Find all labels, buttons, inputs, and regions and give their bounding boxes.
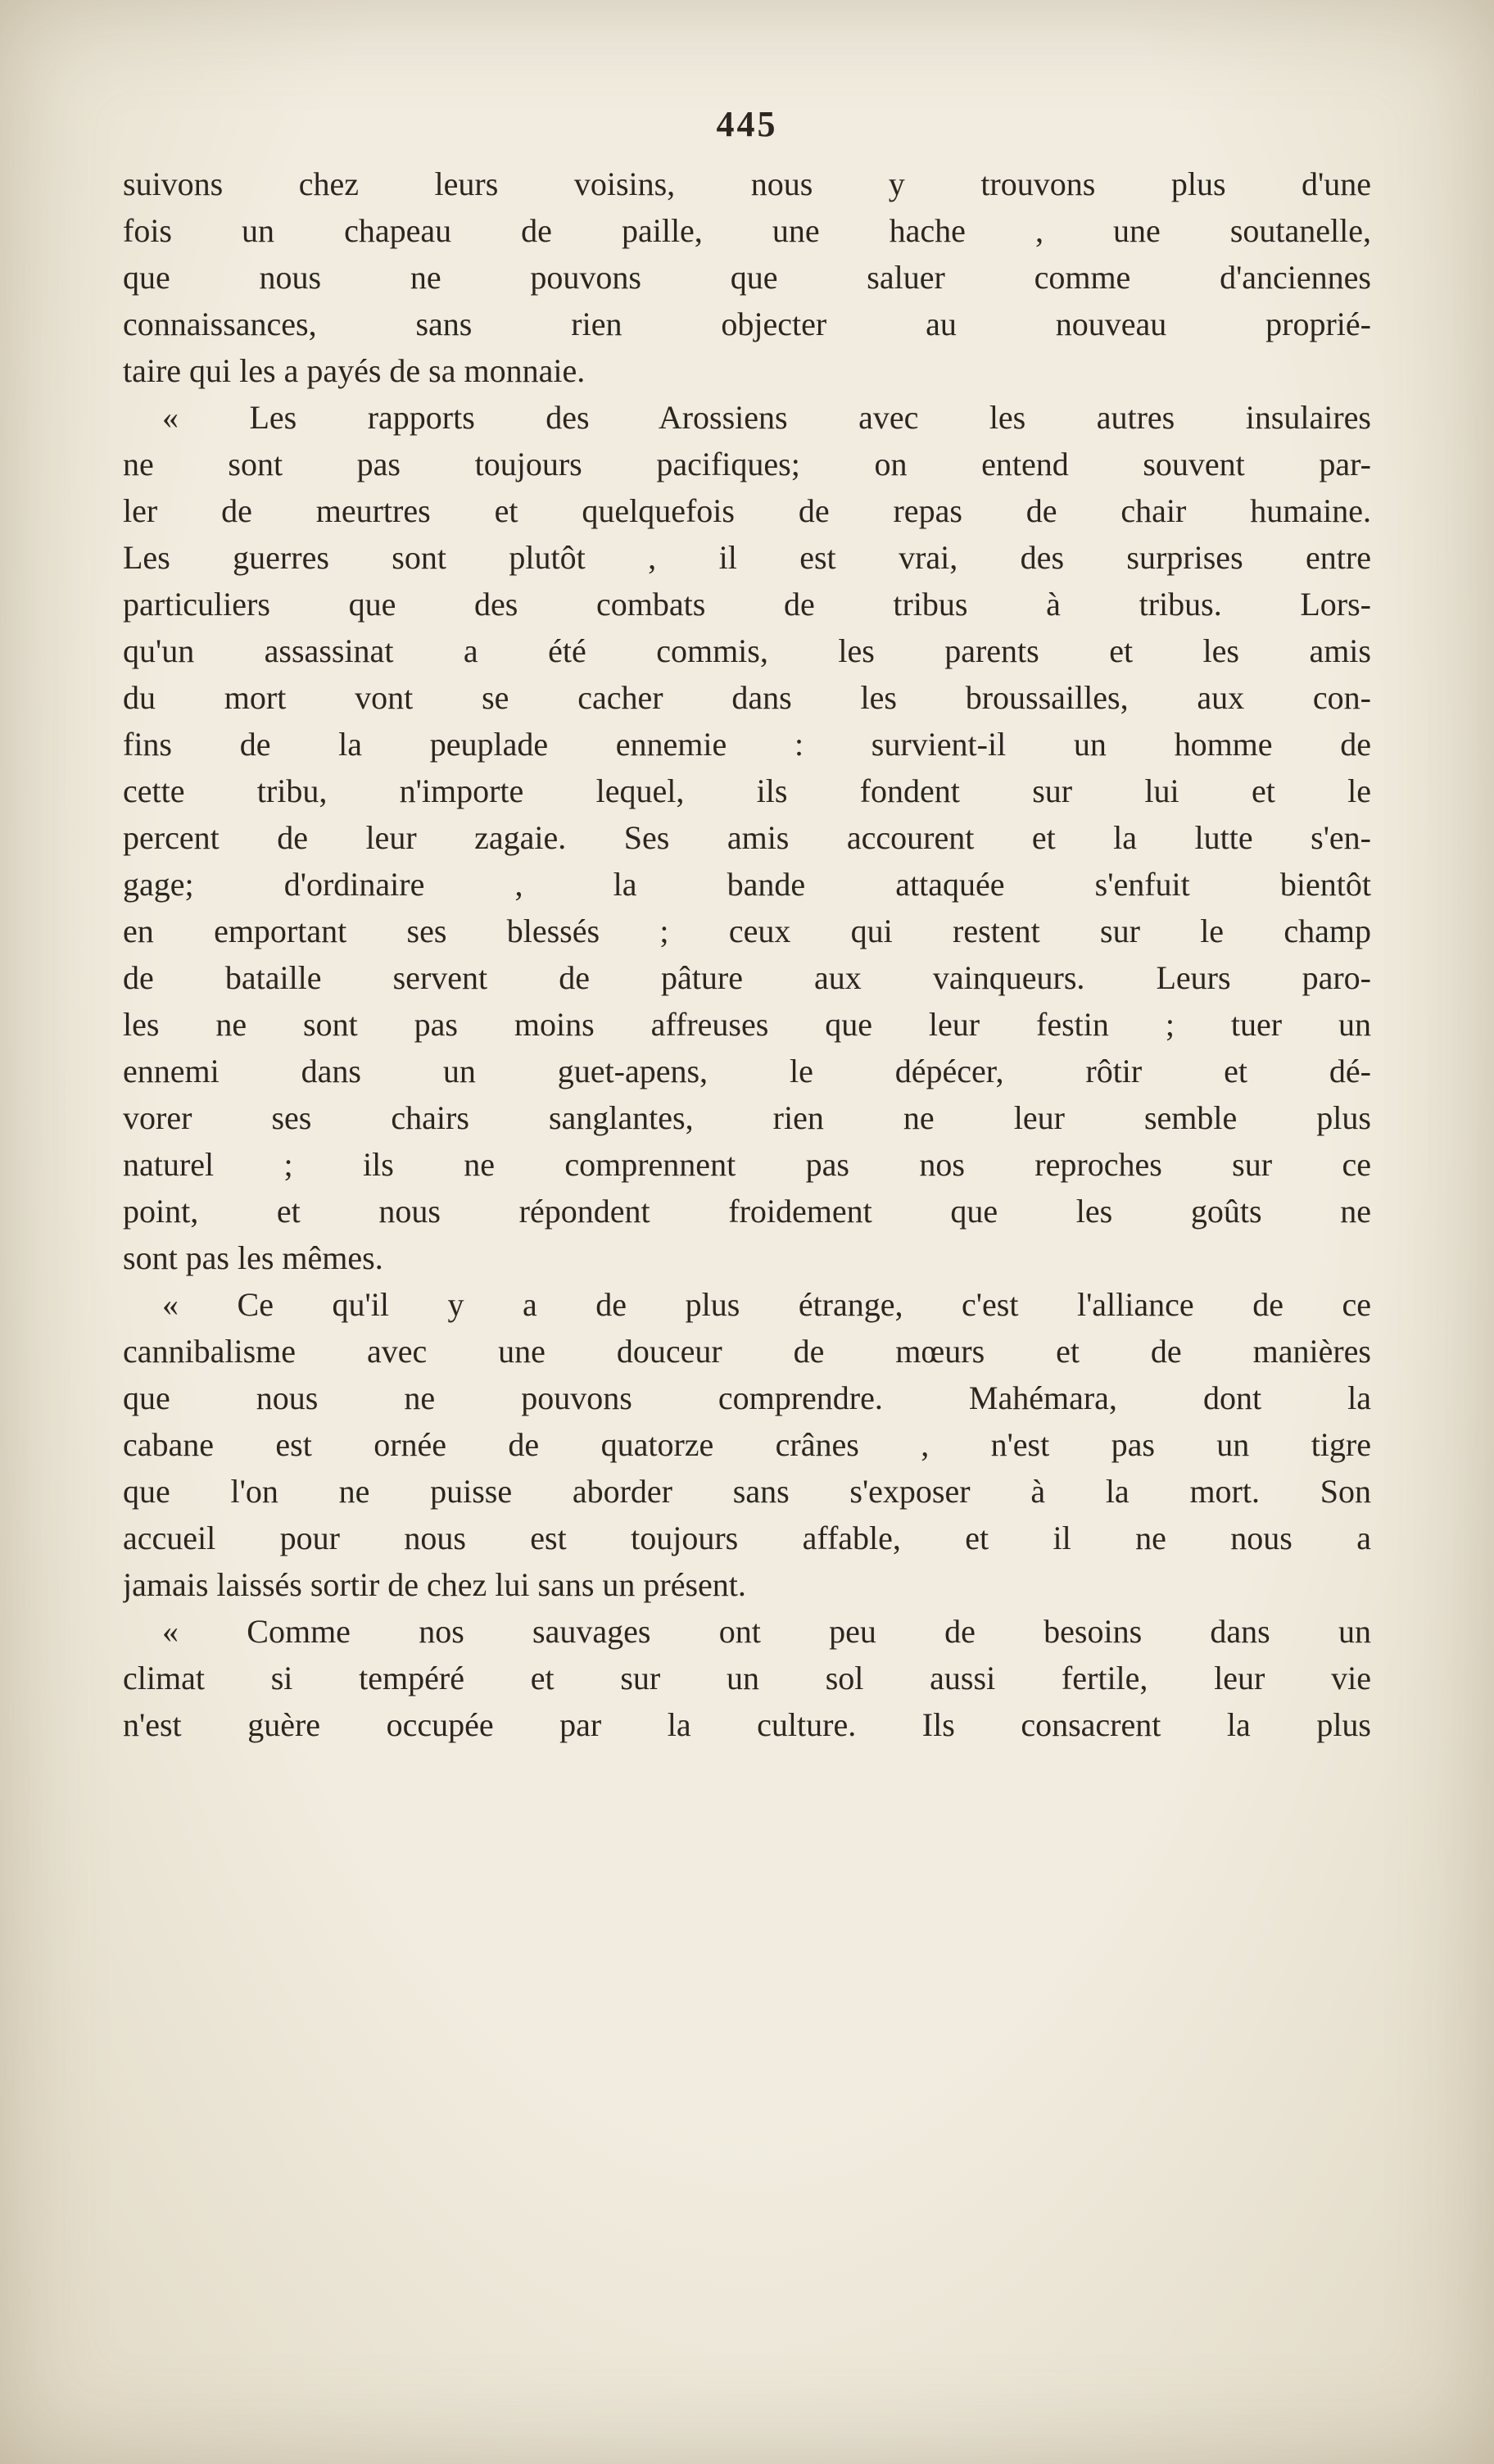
text-line: « Les rapports des Arossiens avec les autres insulaires xyxy=(162,399,1371,436)
text-line: suivons chez leurs voisins, nous y trouvons plus d'une xyxy=(123,165,1371,202)
text-line: vorer ses chairs sanglantes, rien ne leur semble plus xyxy=(123,1099,1371,1136)
text-line: du mort vont se cacher dans les broussailles, aux con- xyxy=(123,679,1371,716)
text-line: fois un chapeau de paille, une hache , une soutanelle, xyxy=(123,212,1371,249)
paragraph xyxy=(123,1281,1371,1608)
text-line: particuliers que des combats de tribus à tribus. Lors- xyxy=(123,586,1371,623)
text-line: « Comme nos sauvages ont peu de besoins dans un xyxy=(162,1613,1371,1650)
text-line: en emportant ses blessés ; ceux qui restent sur le champ xyxy=(123,913,1371,949)
text-line: naturel ; ils ne comprennent pas nos reproches sur ce xyxy=(123,1146,1371,1183)
text-line: que l'on ne puisse aborder sans s'exposer à la mort. Son xyxy=(123,1473,1371,1510)
text-line: que nous ne pouvons que saluer comme d'anciennes xyxy=(123,259,1371,296)
text-line: connaissances, sans rien objecter au nouveau proprié- xyxy=(123,306,1371,342)
text-line: de bataille servent de pâture aux vainqueurs. Leurs paro- xyxy=(123,959,1371,996)
text-line: cannibalisme avec une douceur de mœurs et de manières xyxy=(123,1333,1371,1370)
text-line: percent de leur zagaie. Ses amis accourent et la lutte s'en- xyxy=(123,819,1371,856)
text-line: que nous ne pouvons comprendre. Mahémara, dont la xyxy=(123,1379,1371,1416)
text-line: qu'un assassinat a été commis, les parents et les amis xyxy=(123,632,1371,669)
text-line: n'est guère occupée par la culture. Ils consacrent la plus xyxy=(123,1706,1371,1743)
text-block xyxy=(123,161,1371,1748)
paragraph xyxy=(123,1608,1371,1748)
paragraph xyxy=(123,394,1371,1281)
text-line: cette tribu, n'importe lequel, ils fondent sur lui et le xyxy=(123,772,1371,809)
text-line: gage; d'ordinaire , la bande attaquée s'enfuit bientôt xyxy=(123,866,1371,903)
text-line: jamais laissés sortir de chez lui sans un présent. xyxy=(123,1566,746,1603)
text-line: ler de meurtres et quelquefois de repas de chair humaine. xyxy=(123,492,1371,529)
paragraph xyxy=(123,161,1371,394)
text-line: accueil pour nous est toujours affable, et il ne nous a xyxy=(123,1520,1371,1556)
text-line: ne sont pas toujours pacifiques; on entend souvent par- xyxy=(123,446,1371,482)
text-line: climat si tempéré et sur un sol aussi fertile, leur vie xyxy=(123,1660,1371,1696)
text-line: ennemi dans un guet-apens, le dépécer, rôtir et dé- xyxy=(123,1053,1371,1089)
text-line: fins de la peuplade ennemie : survient-il un homme de xyxy=(123,726,1371,763)
text-line: point, et nous répondent froidement que les goûts ne xyxy=(123,1193,1371,1230)
text-line: sont pas les mêmes. xyxy=(123,1239,383,1276)
page-number: 445 xyxy=(716,104,778,144)
text-line: les ne sont pas moins affreuses que leur festin ; tuer un xyxy=(123,1006,1371,1043)
text-line: « Ce qu'il y a de plus étrange, c'est l'alliance de ce xyxy=(162,1286,1371,1323)
text-line: cabane est ornée de quatorze crânes , n'est pas un tigre xyxy=(123,1426,1371,1463)
text-line: taire qui les a payés de sa monnaie. xyxy=(123,352,586,389)
text-line: Les guerres sont plutôt , il est vrai, des surprises entre xyxy=(123,539,1371,576)
